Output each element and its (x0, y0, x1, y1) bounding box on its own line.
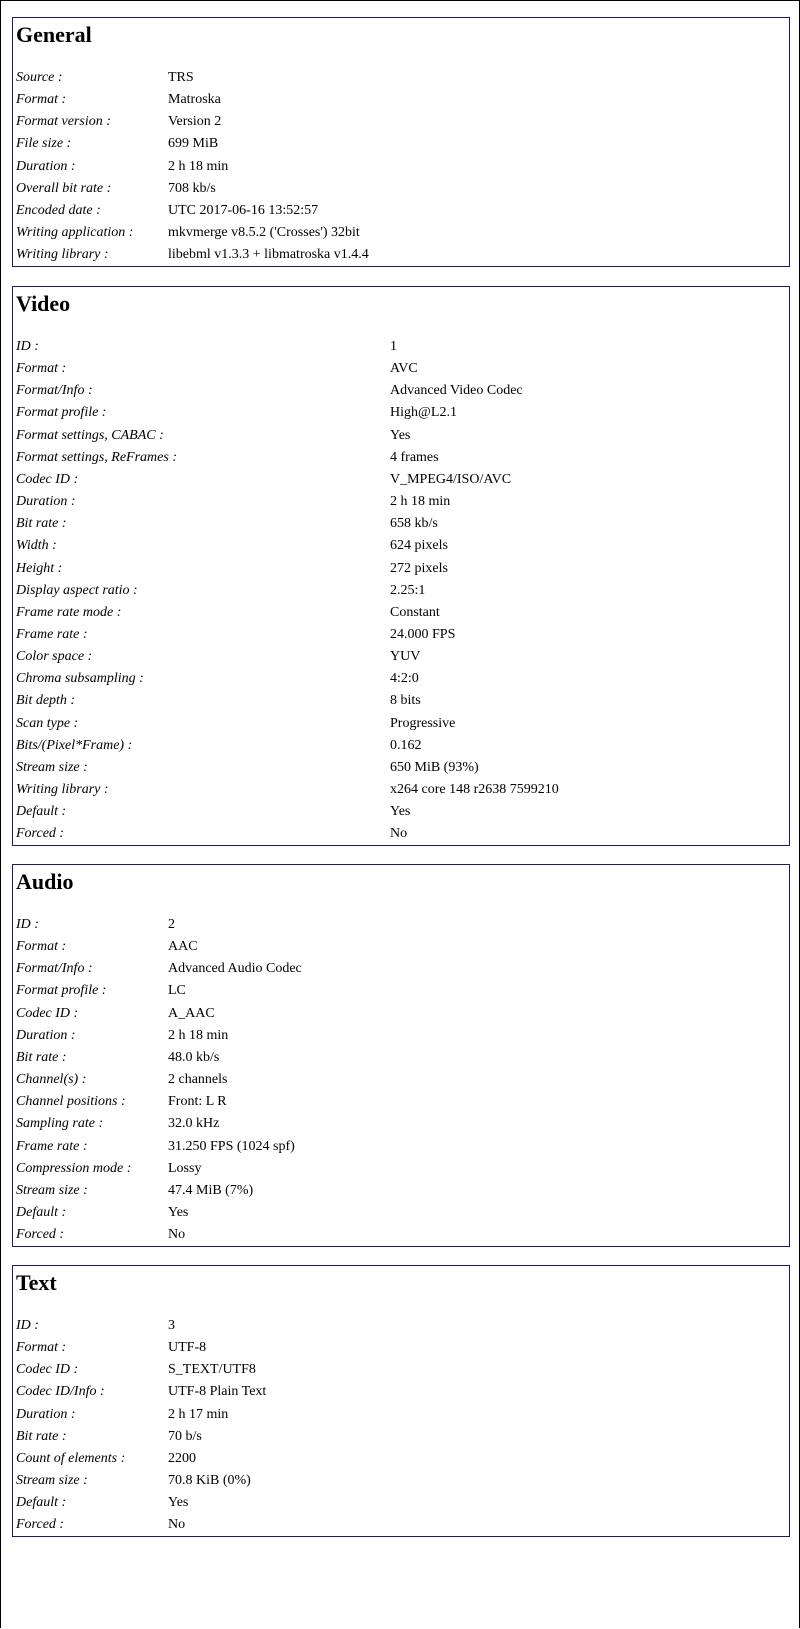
field-label: Codec ID : (16, 1005, 79, 1021)
field-value: YUV (390, 649, 421, 665)
field-label: ID : (16, 339, 39, 354)
field-label: Count of elements : (16, 1450, 126, 1466)
field-value: Advanced Video Codec (390, 383, 523, 399)
field-label: Default : (16, 1495, 67, 1511)
field-value: 4 frames (390, 449, 439, 465)
field-value: 31.250 FPS (1024 spf) (168, 1138, 295, 1154)
section-title: Video (16, 291, 71, 316)
field-value: V_MPEG4/ISO/AVC (390, 471, 512, 487)
field-label: Bit rate : (16, 516, 67, 532)
field-value: 48.0 kb/s (168, 1049, 220, 1065)
field-label: Duration : (16, 1406, 76, 1422)
field-label: Writing application : (16, 225, 134, 240)
field-value: 708 kb/s (168, 180, 216, 196)
field-label: Display aspect ratio : (16, 582, 138, 598)
field-value: mkvmerge v8.5.2 ('Crosses') 32bit (168, 225, 360, 240)
field-label: Chroma subsampling : (16, 671, 144, 687)
field-value: 2.25:1 (390, 582, 426, 598)
field-label: Writing library : (16, 247, 109, 263)
field-value: 2 (168, 917, 175, 932)
field-value: Matroska (168, 92, 221, 108)
field-label: Default : (16, 1204, 67, 1220)
field-value: LC (168, 983, 186, 999)
field-label: File size : (16, 136, 72, 152)
field-label: Compression mode : (16, 1160, 132, 1176)
field-label: Frame rate mode : (16, 604, 122, 620)
field-label: Format : (16, 1340, 67, 1356)
field-label: Bit depth : (16, 693, 76, 709)
field-label: Forced : (16, 1517, 65, 1533)
field-label: Duration : (16, 1027, 76, 1043)
field-value: S_TEXT/UTF8 (168, 1362, 256, 1378)
field-value: 47.4 MiB (7%) (168, 1182, 254, 1198)
field-value: Front: L R (168, 1094, 227, 1110)
field-label: Format : (16, 939, 67, 955)
section-title: Text (16, 1270, 57, 1295)
field-value: Yes (168, 1204, 189, 1220)
field-value: Constant (390, 604, 440, 620)
field-value: No (168, 1517, 186, 1533)
field-label: Encoded date : (16, 202, 101, 218)
field-label: Format settings, ReFrames : (16, 449, 177, 465)
field-value: 2200 (168, 1450, 196, 1466)
field-value: 24.000 FPS (390, 626, 456, 642)
field-label: Forced : (16, 1227, 65, 1243)
field-value: 2 h 18 min (168, 158, 229, 174)
field-value: 70 b/s (168, 1428, 202, 1444)
field-value: No (390, 826, 408, 842)
field-value: 2 h 18 min (390, 494, 451, 509)
field-value: 624 pixels (390, 538, 448, 554)
field-value: 70.8 KiB (0%) (168, 1473, 251, 1488)
field-label: Codec ID/Info : (16, 1384, 105, 1400)
field-value: Progressive (390, 715, 456, 731)
field-label: Channel(s) : (16, 1072, 87, 1087)
field-value: 272 pixels (390, 560, 448, 576)
field-value: 4:2:0 (390, 671, 419, 687)
field-value: 699 MiB (168, 136, 219, 152)
field-label: Default : (16, 804, 67, 820)
field-label: Codec ID : (16, 471, 79, 487)
field-value: 32.0 kHz (168, 1116, 220, 1132)
field-value: 0.162 (390, 737, 422, 753)
field-label: ID : (16, 1318, 39, 1333)
field-value: Yes (168, 1495, 189, 1511)
field-value: 658 kb/s (390, 516, 438, 532)
field-label: Bits/(Pixel*Frame) : (16, 737, 133, 753)
section-title: Audio (16, 869, 74, 894)
section-audio (12, 864, 790, 1247)
field-label: Bit rate : (16, 1049, 67, 1065)
field-value: UTC 2017-06-16 13:52:57 (168, 202, 319, 218)
field-label: Forced : (16, 826, 65, 842)
field-label: Format settings, CABAC : (16, 427, 164, 443)
field-label: Source : (16, 70, 63, 85)
field-value: AAC (168, 939, 198, 955)
field-value: Yes (390, 427, 411, 443)
field-label: Stream size : (16, 759, 88, 775)
field-label: Format profile : (16, 405, 107, 421)
field-label: Stream size : (16, 1182, 88, 1198)
field-value: 2 h 18 min (168, 1027, 229, 1043)
field-label: Format/Info : (16, 383, 93, 399)
field-value: High@L2.1 (390, 405, 457, 421)
field-label: Format : (16, 361, 67, 377)
field-label: Duration : (16, 494, 76, 509)
field-label: Bit rate : (16, 1428, 67, 1444)
field-label: Writing library : (16, 782, 109, 797)
section-video (12, 286, 790, 846)
field-value: Advanced Audio Codec (168, 961, 302, 977)
field-value: 8 bits (390, 693, 421, 709)
field-label: Frame rate : (16, 1138, 88, 1154)
field-value: 1 (390, 339, 397, 354)
field-label: Format profile : (16, 983, 107, 999)
field-label: Color space : (16, 649, 93, 665)
field-value: A_AAC (168, 1005, 215, 1021)
field-value: UTF-8 (168, 1340, 207, 1356)
field-value: AVC (390, 361, 418, 377)
field-label: Sampling rate : (16, 1116, 104, 1132)
field-value: libebml v1.3.3 + libmatroska v1.4.4 (168, 247, 369, 263)
field-label: Format : (16, 92, 67, 108)
field-label: Frame rate : (16, 626, 88, 642)
section-title: General (16, 22, 92, 47)
section-general (12, 17, 790, 267)
field-value: Yes (390, 804, 411, 820)
field-label: Codec ID : (16, 1362, 79, 1378)
field-value: TRS (168, 70, 194, 85)
field-value: No (168, 1227, 186, 1243)
field-label: Duration : (16, 158, 76, 174)
field-value: Lossy (168, 1160, 202, 1176)
field-value: 2 h 17 min (168, 1406, 229, 1422)
field-label: Overall bit rate : (16, 180, 112, 196)
field-label: Scan type : (16, 715, 79, 731)
field-label: Format/Info : (16, 961, 93, 977)
field-value: x264 core 148 r2638 7599210 (390, 782, 559, 797)
field-value: 3 (168, 1318, 175, 1333)
field-value: Version 2 (168, 114, 222, 130)
field-label: Stream size : (16, 1473, 88, 1488)
field-value: 2 channels (168, 1072, 228, 1087)
field-label: Height : (16, 560, 63, 576)
section-text (12, 1265, 790, 1537)
field-label: Channel positions : (16, 1094, 126, 1110)
field-value: UTF-8 Plain Text (168, 1384, 267, 1400)
field-label: ID : (16, 917, 39, 932)
field-value: 650 MiB (93%) (390, 759, 479, 775)
field-label: Format version : (16, 114, 111, 130)
field-label: Width : (16, 538, 57, 554)
